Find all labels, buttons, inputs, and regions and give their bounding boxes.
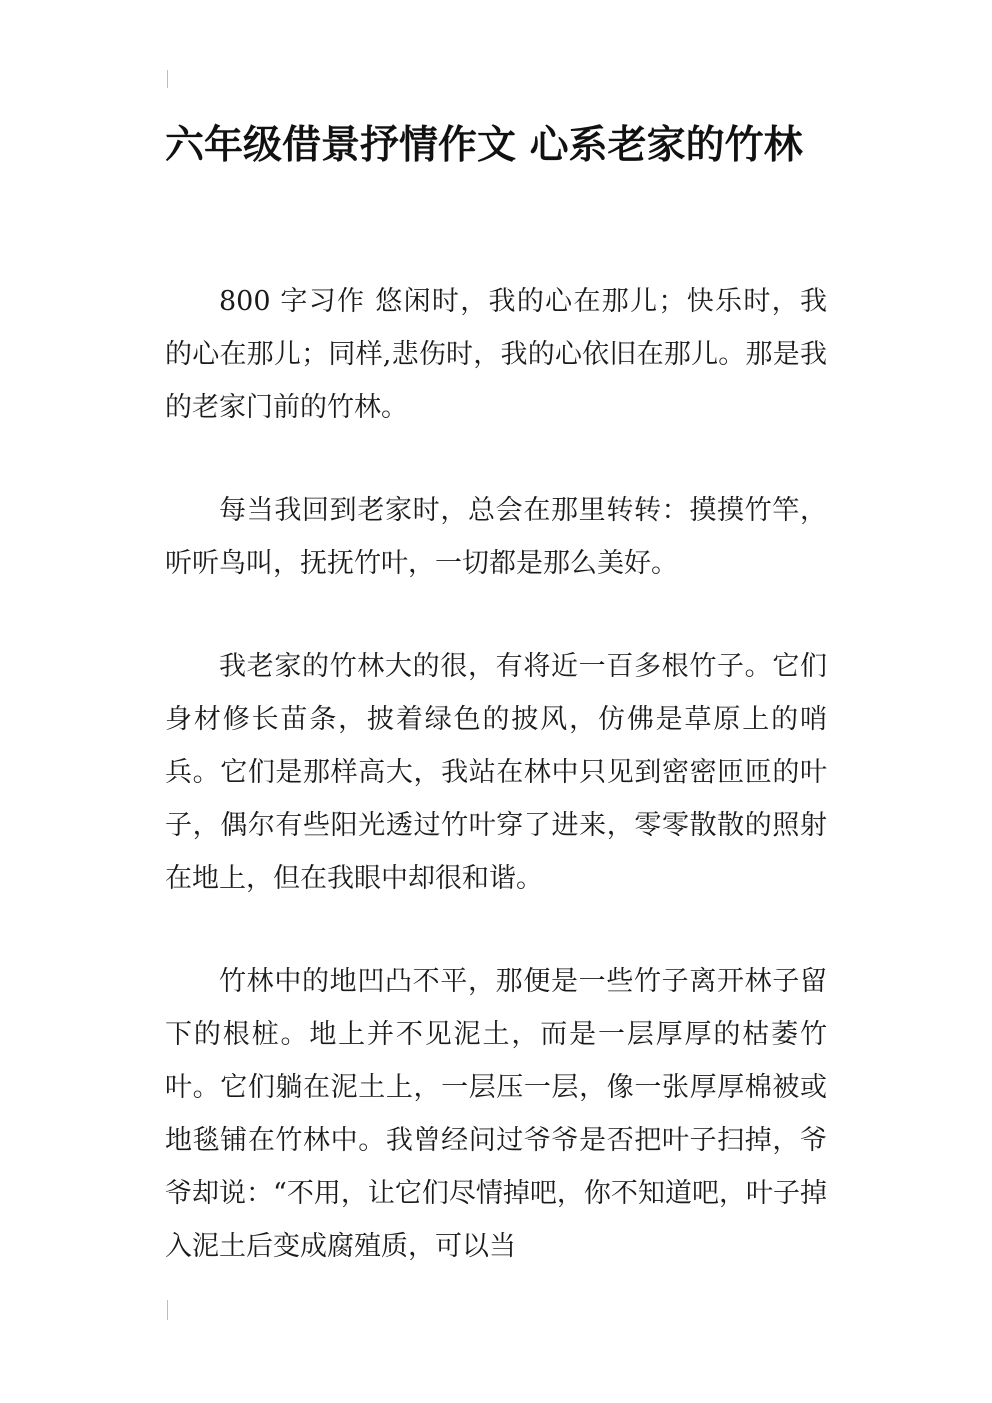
paragraph: 每当我回到老家时，总会在那里转转：摸摸竹竿，听听鸟叫，抚抚竹叶，一切都是那么美好。	[165, 495, 827, 579]
document-title: 六年级借景抒情作文 心系老家的竹林	[165, 123, 803, 168]
page-corner-mark	[167, 70, 168, 88]
paragraph: 800 字习作 悠闲时，我的心在那儿；快乐时，我的心在那儿；同样,悲伤时，我的心依旧在那儿。那是我的老家门前的竹林。	[165, 286, 827, 423]
paragraph: 竹林中的地凹凸不平，那便是一些竹子离开林子留下的根桩。地上并不见泥土，而是一层厚厚的枯萎竹叶。它们躺在泥土上，一层压一层，像一张厚厚棉被或地毯铺在竹林中。我曾经问过爷爷是否把叶子扫掉，爷爷却说：“不用，让它们尽情掉吧，你不知道吧，叶子掉入泥土后变成腐殖质，可以当	[165, 966, 827, 1262]
paragraph: 我老家的竹林大的很，有将近一百多根竹子。它们身材修长苗条，披着绿色的披风，仿佛是草原上的哨兵。它们是那样高大，我站在林中只见到密密匝匝的叶子，偶尔有些阳光透过竹叶穿了进来，零零散散的照射在地上，但在我眼中却很和谐。	[165, 651, 827, 894]
document-body	[165, 275, 827, 1323]
